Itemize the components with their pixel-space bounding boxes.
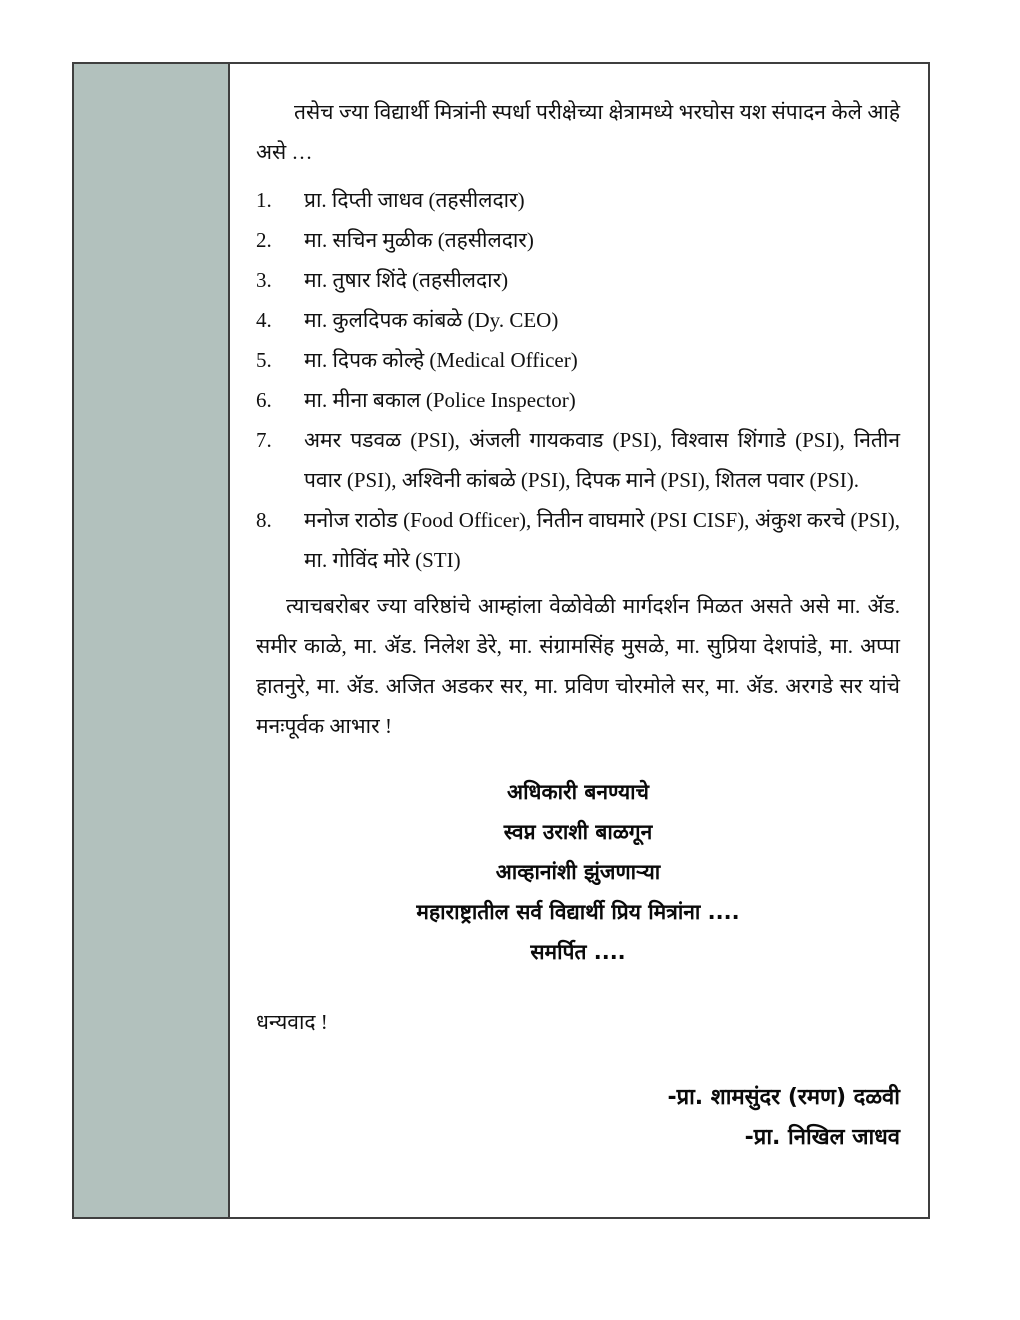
list-item-text: मा. दिपक कोल्हे (Medical Officer) [304,348,578,372]
thanks-line: धन्यवाद ! [256,1010,328,1034]
achievers-list [256,180,900,580]
list-item [256,500,900,580]
list-item-text: प्रा. दिप्ती जाधव (तहसीलदार) [304,188,525,212]
list-item-text: अमर पडवळ (PSI), अंजली गायकवाड (PSI), विश्वास शिंगाडे (PSI), नितीन पवार (PSI), अश्विनी कांबळे (PSI), दिपक माने (PSI), शितल पवार (PSI). [304,428,900,492]
list-item [256,380,900,420]
signature-line: -प्रा. शामसुंदर (रमण) दळवी [667,1085,900,1110]
dedication-line: महाराष्ट्रातील सर्व विद्यार्थी प्रिय मित्रांना .... [416,900,740,924]
left-margin-panel [74,64,230,1217]
list-item-text: मा. मीना बकाल (Police Inspector) [304,388,576,412]
list-item-number: 5. [256,348,272,372]
intro-paragraph: तसेच ज्या विद्यार्थी मित्रांनी स्पर्धा परीक्षेच्या क्षेत्रामध्ये भरघोस यश संपादन केले आहे असे … [256,100,900,164]
list-item-number: 6. [256,388,272,412]
list-item [256,220,900,260]
list-item-number: 7. [256,428,272,452]
list-item-number: 3. [256,268,272,292]
list-item-number: 1. [256,188,272,212]
list-item-number: 2. [256,228,272,252]
seniors-paragraph: त्याचबरोबर ज्या वरिष्ठांचे आम्हांला वेळोवेळी मार्गदर्शन मिळत असते असे मा. ॲड. समीर काळे, मा. ॲड. निलेश डेरे, मा. संग्रामसिंह मुसळे, मा. सुप्रिया देशपांडे, मा. अप्पा हातनुरे, मा. ॲड. अजित अडकर सर, मा. प्रविण चोरमोले सर, मा. ॲड. अरगडे सर यांचे मनःपूर्वक आभार ! [256,594,900,738]
page-frame [72,62,930,1219]
list-item [256,300,900,340]
list-item-text: मनोज राठोड (Food Officer), नितीन वाघमारे (PSI CISF), अंकुश करचे (PSI), मा. गोविंद मोरे (STI) [304,508,900,572]
list-item-text: मा. तुषार शिंदे (तहसीलदार) [304,268,509,292]
list-item [256,180,900,220]
list-item [256,420,900,500]
list-item-text: मा. सचिन मुळीक (तहसीलदार) [304,228,534,252]
dedication-block [256,772,900,972]
dedication-line: समर्पित .... [530,940,626,964]
list-item-number: 8. [256,508,272,532]
dedication-line: अधिकारी बनण्याचे [507,780,649,804]
list-item [256,340,900,380]
dedication-line: आव्हानांशी झुंजणाऱ्या [495,860,661,884]
signature-block [256,1078,900,1158]
list-item-text: मा. कुलदिपक कांबळे (Dy. CEO) [304,308,559,332]
list-item [256,260,900,300]
page-content [230,64,928,1217]
dedication-line: स्वप्न उराशी बाळगून [503,820,653,844]
list-item-number: 4. [256,308,272,332]
signature-line: -प्रा. निखिल जाधव [744,1125,900,1150]
